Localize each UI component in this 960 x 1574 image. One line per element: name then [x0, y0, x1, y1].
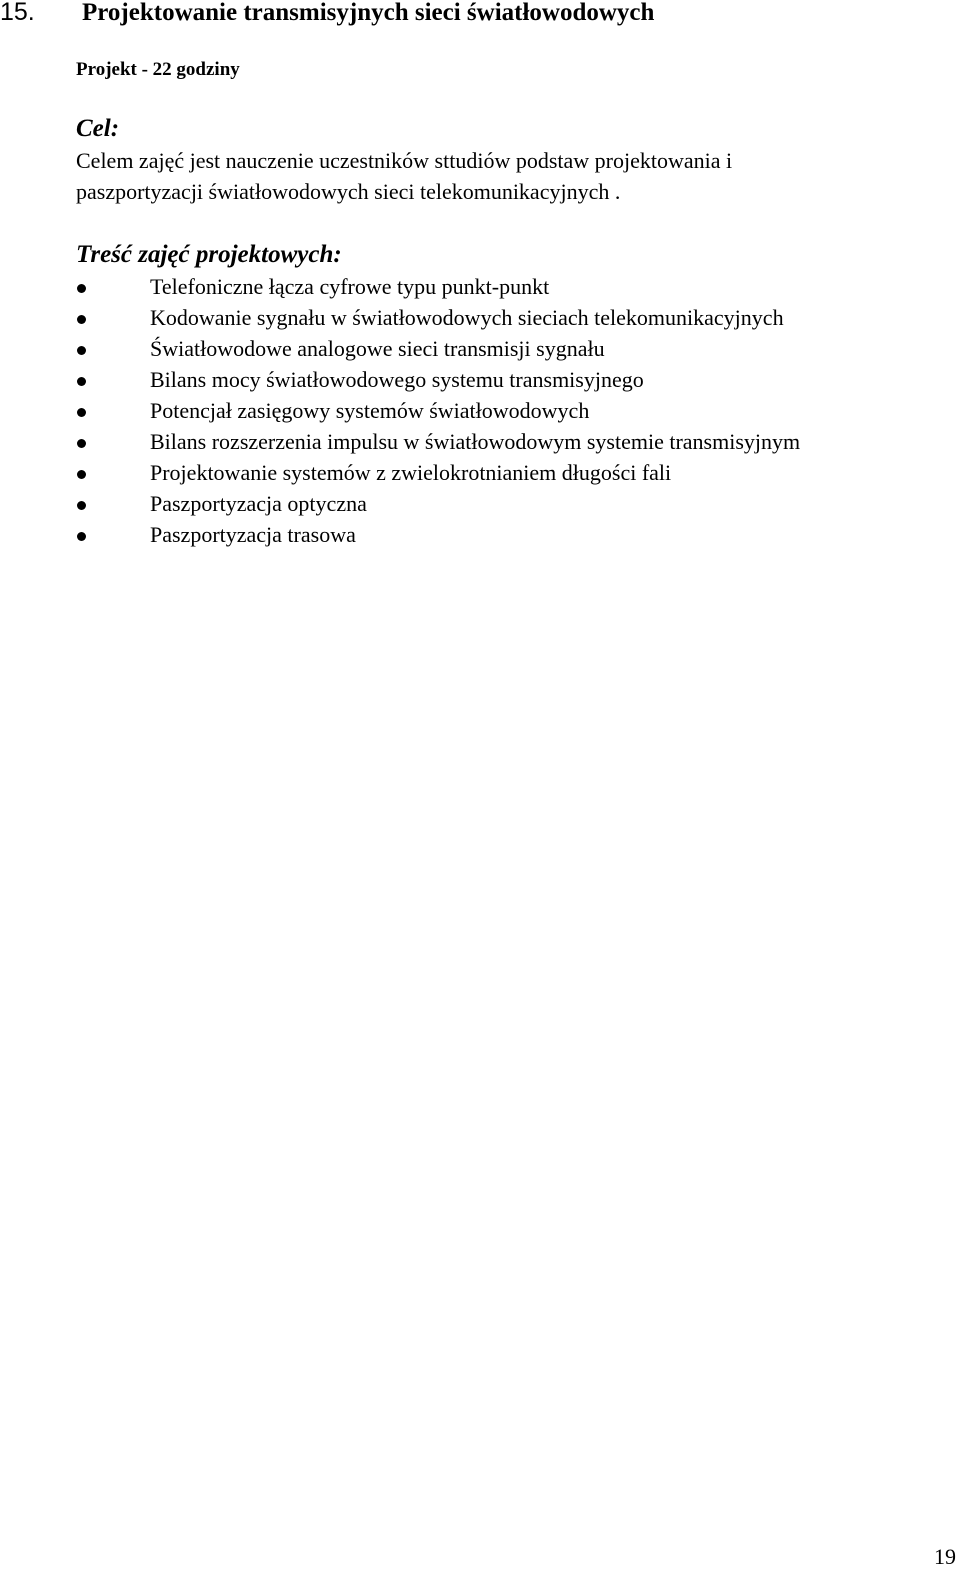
list-item-text: Kodowanie sygnału w światłowodowych sieciach telekomunikacyjnych [150, 305, 784, 330]
list-item-text: Projektowanie systemów z zwielokrotnianiem długości fali [150, 460, 672, 485]
bullet-icon [77, 377, 86, 386]
section-number: 15. [0, 0, 35, 26]
content-heading: Treść zajęć projektowych: [76, 241, 342, 268]
list-item-text: Paszportyzacja optyczna [150, 491, 367, 516]
list-item-text: Bilans mocy światłowodowego systemu transmisyjnego [150, 367, 644, 392]
section-title-text: Projektowanie transmisyjnych sieci światłowodowych [82, 0, 655, 26]
bullet-icon [77, 315, 86, 324]
list-item-text: Potencjał zasięgowy systemów światłowodowych [150, 398, 590, 423]
list-item-text: Telefoniczne łącza cyfrowe typu punkt-punkt [150, 274, 550, 299]
goal-paragraph [76, 145, 876, 207]
goal-line: paszportyzacji światłowodowych sieci telekomunikacyjnych . [76, 179, 621, 204]
bullet-icon [77, 532, 86, 541]
course-hours-subtitle: Projekt - 22 godziny [76, 59, 240, 80]
list-item-text: Paszportyzacja trasowa [150, 522, 356, 547]
goal-line: Celem zajęć jest nauczenie uczestników sttudiów podstaw projektowania i [76, 148, 733, 173]
bullet-icon [77, 284, 86, 293]
list-item-text: Światłowodowe analogowe sieci transmisji sygnału [150, 336, 605, 361]
bullet-icon [77, 470, 86, 479]
bullet-icon [77, 346, 86, 355]
page-number: 19 [934, 1544, 956, 1569]
bullet-icon [77, 408, 86, 417]
goal-heading: Cel: [76, 115, 120, 142]
list-item-text: Bilans rozszerzenia impulsu w światłowodowym systemie transmisyjnym [150, 429, 801, 454]
bullet-icon [77, 501, 86, 510]
section-title [0, 0, 654, 29]
bullet-icon [77, 439, 86, 448]
